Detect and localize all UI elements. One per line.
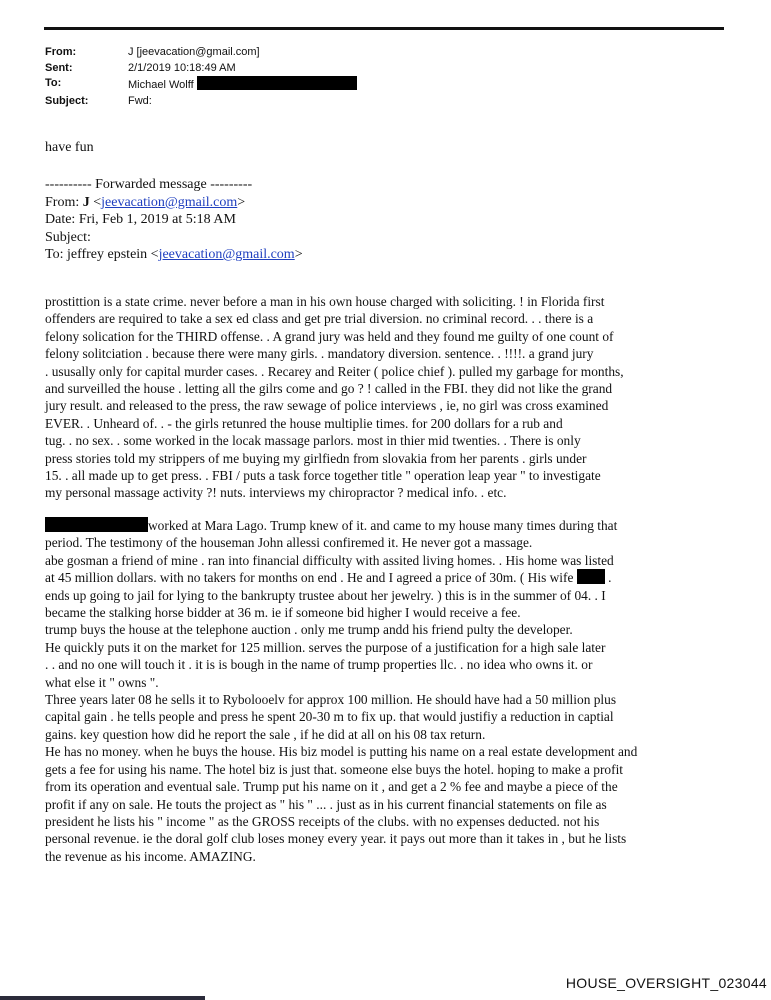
top-rule <box>44 27 724 30</box>
from-row <box>45 45 357 61</box>
text-line: EVER. . Unheard of. . - the girls retunred the house multiplie times. for 200 dollars for a rub and <box>45 415 563 431</box>
forwarded-to-close: > <box>294 247 303 262</box>
forwarded-from-name: J <box>82 194 90 210</box>
sent-row <box>45 61 357 77</box>
body-paragraph-2 <box>45 517 725 865</box>
subject-label: Subject: <box>45 94 89 107</box>
forwarded-to <box>45 246 303 264</box>
forwarded-subject: Subject: <box>45 229 91 245</box>
text-line <box>45 517 725 534</box>
text-line: president he lists his " income " as the GROSS receipts of the clubs. with no expenses deducted. not his <box>45 813 600 829</box>
text-line: and surveilled the house . letting all the gilrs come and go ? ! called in the FBI. they did not like the grand <box>45 381 613 397</box>
text-line: . . and no one will touch it . it is is bough in the name of trump properties llc. . no idea who owns it. or <box>45 657 593 673</box>
text-line: trump buys the house at the telephone auction . only me trump andd his friend pulty the developer. <box>45 622 573 638</box>
text-line: felony solitciation . because there were many girls. . mandatory diversion. sentence. . !!!!. a grand jury <box>45 346 594 362</box>
forwarded-from <box>45 194 303 212</box>
text-line: the revenue as his income. AMAZING. <box>45 848 256 864</box>
sent-value: 2/1/2019 10:18:49 AM <box>128 61 236 74</box>
to-row <box>45 76 357 94</box>
text-line: tug. . no sex. . some worked in the locak massage parlors. most in thier mid twenties. . There is only <box>45 433 581 449</box>
text-line: from its operation and eventual sale. Trump put his name on it , and get a 2 % fee and maybe a piece of the <box>45 779 618 795</box>
text-line: He quickly puts it on the market for 125 million. serves the purpose of a justification for a high sale later <box>45 639 606 655</box>
email-header <box>45 45 357 109</box>
text-line: He has no money. when he buys the house. His biz model is putting his name on a real estate development and <box>45 744 638 760</box>
forwarded-header <box>45 176 303 264</box>
forwarded-to-email-link[interactable]: jeevacation@gmail.com <box>158 247 295 262</box>
text-segment: at 45 million dollars. with no takers for months on end . He and I agreed a price of 30m. ( His wife <box>45 570 577 586</box>
text-segment: . <box>604 570 612 586</box>
from-label: From: <box>45 46 77 58</box>
forwarded-separator: ---------- Forwarded message --------- <box>45 177 253 192</box>
text-line: gets a fee for using his name. The hotel biz is just that. someone else buys the hotel. hoping to make a profit <box>45 761 624 777</box>
text-segment: worked at Mara Lago. Trump knew of it. and came to my house many times during that <box>148 518 618 533</box>
greeting: have fun <box>45 140 94 155</box>
bates-number: HOUSE_OVERSIGHT_023044 <box>565 975 767 991</box>
forwarded-date: Date: Fri, Feb 1, 2019 at 5:18 AM <box>45 212 236 227</box>
text-line: . ususally only for capital murder cases. . Recarey and Reiter ( police chief ). pulled my garbage for months, <box>45 363 624 379</box>
forwarded-from-email-link[interactable]: jeevacation@gmail.com <box>101 194 238 210</box>
subject-row <box>45 94 357 110</box>
subject-value: Fwd: <box>128 94 152 107</box>
text-line: prostittion is a state crime. never before a man in his own house charged with soliciting. ! in Florida first <box>45 294 605 309</box>
forwarded-from-open: < <box>89 194 102 210</box>
text-line: 15. . all made up to get press. . FBI / puts a task force together title " operation leap year " to investigate <box>45 468 601 484</box>
text-line: press stories told my strippers of me buying my girlfiedn from slovakia from her parents . girls under <box>45 450 587 466</box>
text-line: what else it " owns ". <box>45 674 159 690</box>
text-line: offenders are required to take a sex ed class and get pre trial diversion. no criminal record. . . there is a <box>45 311 594 327</box>
text-line <box>45 569 725 586</box>
text-line: personal revenue. ie the doral golf club loses money every year. it pays out more than it takes in , but he lists <box>45 831 627 847</box>
text-line: ends up going to jail for lying to the bankrupty trustee about her jewelry. ) this is in the summer of 04. . I <box>45 587 606 603</box>
redaction-box <box>577 569 605 584</box>
text-line: became the stalking horse bidder at 36 m. ie if someone bid higher I would receive a fee. <box>45 605 521 621</box>
text-line: jury result. and released to the press, the raw sewage of police interviews , ie, no girl was cross examined <box>45 398 609 414</box>
redaction-box <box>45 517 148 532</box>
to-name: Michael Wolff <box>128 79 194 91</box>
to-value <box>128 76 357 94</box>
to-label: To: <box>45 77 62 89</box>
sent-label: Sent: <box>45 61 73 74</box>
text-line: profit if any on sale. He touts the project as " his " ... . just as in his current financial statements on file as <box>45 796 607 812</box>
bottom-edge-mark <box>0 996 205 1000</box>
text-line: my personal massage activity ?! nuts. interviews my chiropractor ? medical info. . etc. <box>45 485 507 501</box>
body-paragraph-1 <box>45 293 725 502</box>
forwarded-from-close: > <box>237 194 246 210</box>
redaction-box <box>197 76 357 90</box>
from-value: J [jeevacation@gmail.com] <box>128 46 260 58</box>
text-line: felony solication for the THIRD offense. . A grand jury was held and they found me guilty of one count of <box>45 328 614 344</box>
forwarded-to-prefix: To: jeffrey epstein < <box>45 247 159 262</box>
forwarded-from-prefix: From: <box>45 194 83 210</box>
text-line: abe gosman a friend of mine . ran into financial difficulty with assited living homes. . His home was listed <box>45 552 614 568</box>
text-line: capital gain . he tells people and press he spent 20-30 m to fix up. that would justifiy a reduction in captial <box>45 709 614 725</box>
text-line: gains. key question how did he report the sale , if he did at all on his 08 tax return. <box>45 726 486 742</box>
text-line: Three years later 08 he sells it to Rybolooelv for approx 100 million. He should have had a 50 million plus <box>45 692 617 708</box>
text-line: period. The testimony of the houseman John allessi confiremed it. He never got a massage. <box>45 535 533 551</box>
